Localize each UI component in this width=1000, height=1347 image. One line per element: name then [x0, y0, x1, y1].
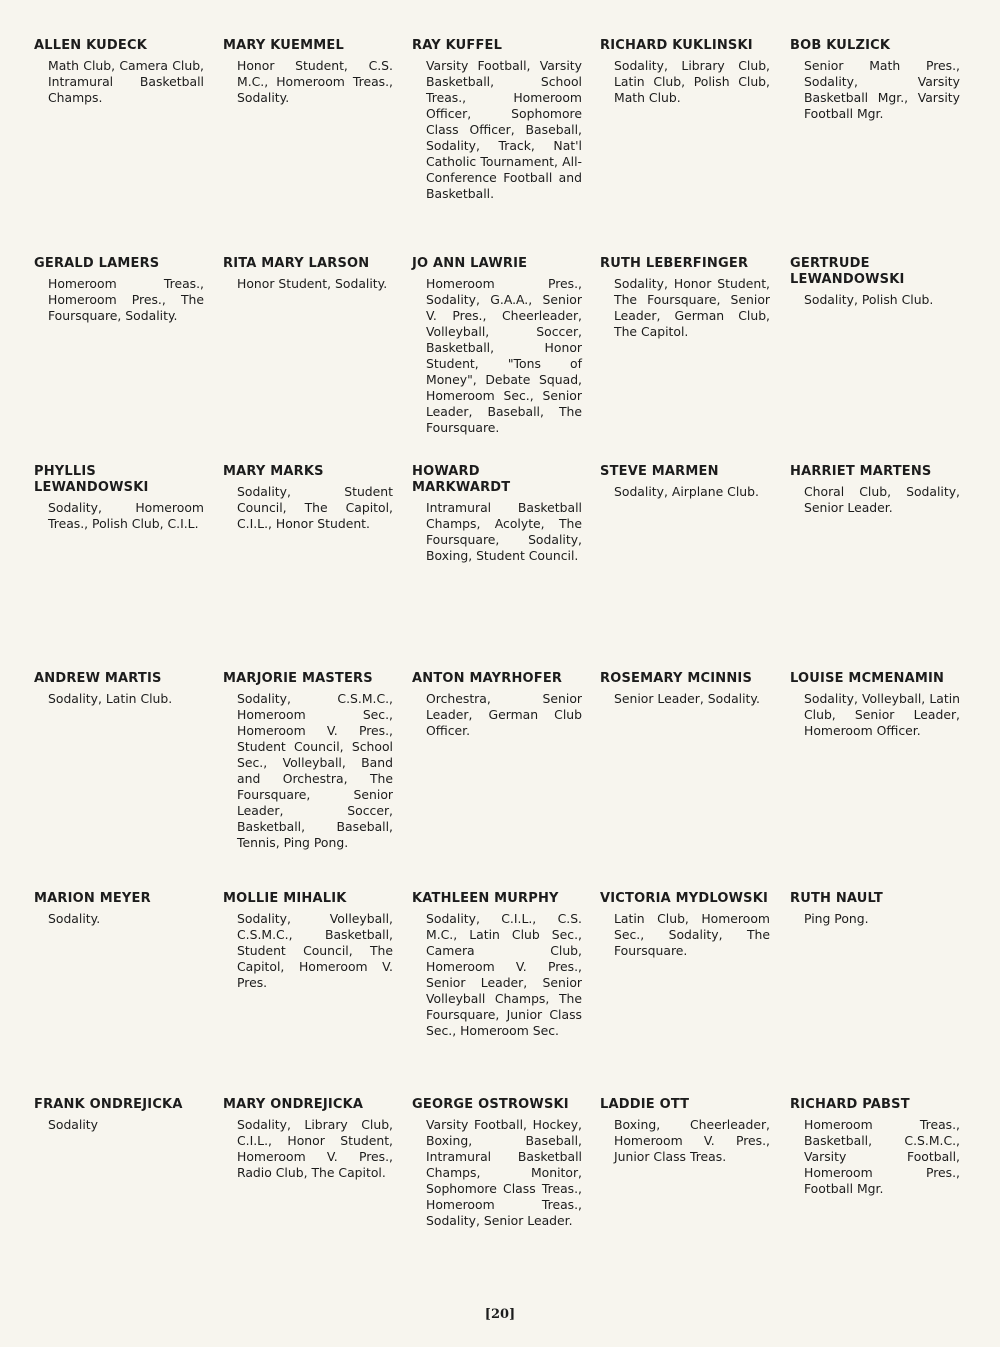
page-number: [20]	[484, 1307, 516, 1322]
senior-activities: Senior Leader, Sodality.	[614, 691, 760, 706]
senior-name: KATHLEEN MURPHY	[412, 891, 559, 906]
senior-activities: Sodality, Airplane Club.	[614, 484, 759, 499]
senior-activities: Sodality, C.I.L., C.S. M.C., Latin Club Sec., Camera Club, Homeroom V. Pres., Senior Leader, Senior Volleyball Champs, The Foursquare, Junior Class Sec., Homeroom Sec.	[426, 911, 582, 1038]
senior-name: LOUISE MCMENAMIN	[790, 671, 945, 686]
senior-name: HARRIET MARTENS	[790, 464, 932, 479]
senior-entry	[34, 1097, 204, 1133]
senior-name: ROSEMARY MCINNIS	[600, 671, 753, 686]
senior-name: MARY MARKS	[223, 464, 324, 479]
senior-entry	[223, 464, 393, 532]
senior-name: VICTORIA MYDLOWSKI	[600, 891, 769, 906]
senior-activities: Honor Student, Sodality.	[237, 276, 388, 291]
senior-name: GEORGE OSTROWSKI	[412, 1097, 569, 1112]
senior-entry	[790, 464, 960, 516]
senior-entry	[223, 1097, 393, 1181]
senior-name: LADDIE OTT	[600, 1097, 690, 1112]
senior-entry	[34, 256, 204, 324]
senior-name: FRANK ONDREJICKA	[34, 1097, 183, 1112]
senior-name: ALLEN KUDECK	[34, 38, 148, 53]
senior-name: MARY ONDREJICKA	[223, 1097, 364, 1112]
senior-name: PHYLLIS LEWANDOWSKI	[34, 464, 149, 495]
senior-name: MARION MEYER	[34, 891, 151, 906]
senior-name: JO ANN LAWRIE	[412, 256, 528, 271]
senior-entry	[223, 891, 393, 991]
senior-entry	[34, 464, 204, 532]
senior-entry	[600, 38, 770, 106]
senior-activities: Sodality, Student Council, The Capitol, C.I.L., Honor Student.	[237, 484, 393, 531]
senior-activities: Senior Math Pres., Sodality, Varsity Basketball Mgr., Varsity Football Mgr.	[804, 58, 960, 121]
senior-activities: Intramural Basketball Champs, Acolyte, The Foursquare, Sodality, Boxing, Student Council.	[426, 500, 582, 563]
senior-name: GERTRUDE LEWANDOWSKI	[790, 256, 905, 287]
senior-entry	[223, 38, 393, 106]
senior-entry	[790, 1097, 960, 1197]
senior-entry	[600, 671, 770, 707]
senior-activities: Orchestra, Senior Leader, German Club Officer.	[426, 691, 582, 738]
senior-activities: Sodality, Honor Student, The Foursquare, Senior Leader, German Club, The Capitol.	[614, 276, 770, 339]
senior-activities: Sodality, Library Club, C.I.L., Honor Student, Homeroom V. Pres., Radio Club, The Capitol.	[237, 1117, 393, 1180]
senior-name: HOWARD MARKWARDT	[412, 464, 511, 495]
senior-name: MARY KUEMMEL	[223, 38, 344, 53]
senior-activities: Sodality.	[48, 911, 101, 926]
senior-activities: Homeroom Treas., Homeroom Pres., The Foursquare, Sodality.	[48, 276, 204, 323]
senior-entry	[412, 464, 582, 564]
senior-name: MOLLIE MIHALIK	[223, 891, 347, 906]
senior-activities: Choral Club, Sodality, Senior Leader.	[804, 484, 960, 515]
senior-entry	[34, 671, 204, 707]
senior-entry	[790, 891, 960, 927]
senior-activities: Sodality, Library Club, Latin Club, Polish Club, Math Club.	[614, 58, 770, 105]
senior-activities: Ping Pong.	[804, 911, 869, 926]
senior-activities: Boxing, Cheerleader, Homeroom V. Pres., Junior Class Treas.	[614, 1117, 770, 1164]
senior-activities: Latin Club, Homeroom Sec., Sodality, The Foursquare.	[614, 911, 770, 958]
senior-entry	[600, 464, 770, 500]
senior-name: RUTH LEBERFINGER	[600, 256, 749, 271]
senior-entry	[790, 256, 960, 308]
senior-name: RICHARD PABST	[790, 1097, 910, 1112]
senior-name: MARJORIE MASTERS	[223, 671, 373, 686]
senior-name: RAY KUFFEL	[412, 38, 503, 53]
senior-activities: Sodality, Volleyball, C.S.M.C., Basketball, Student Council, The Capitol, Homeroom V. Pres.	[237, 911, 393, 990]
senior-name: GERALD LAMERS	[34, 256, 160, 271]
senior-activities: Math Club, Camera Club, Intramural Basketball Champs.	[48, 58, 204, 105]
senior-name: ANDREW MARTIS	[34, 671, 162, 686]
senior-entry	[412, 671, 582, 739]
senior-activities: Honor Student, C.S. M.C., Homeroom Treas., Sodality.	[237, 58, 393, 105]
senior-activities: Sodality	[48, 1117, 98, 1132]
senior-entry	[600, 1097, 770, 1165]
senior-activities: Varsity Football, Varsity Basketball, School Treas., Homeroom Officer, Sophomore Class Officer, Baseball, Sodality, Track, Nat'l Catholic Tournament, All-Conference Football and Basketball.	[426, 58, 582, 201]
senior-entry	[790, 38, 960, 122]
senior-entry	[34, 891, 204, 927]
senior-activities: Homeroom Pres., Sodality, G.A.A., Senior V. Pres., Cheerleader, Volleyball, Soccer, Basketball, Honor Student, "Tons of Money", Debate Squad, Homeroom Sec., Senior Leader, Baseball, The Foursquare.	[426, 276, 582, 435]
senior-entry	[223, 256, 393, 292]
senior-entry	[412, 1097, 582, 1229]
senior-entry	[600, 256, 770, 340]
senior-entry	[790, 671, 960, 739]
senior-activities: Varsity Football, Hockey, Boxing, Baseball, Intramural Basketball Champs, Monitor, Sophomore Class Treas., Homeroom Treas., Sodality, Senior Leader.	[426, 1117, 582, 1228]
senior-activities: Sodality, C.S.M.C., Homeroom Sec., Homeroom V. Pres., Student Council, School Sec., Volleyball, Band and Orchestra, The Foursquare, Senior Leader, Soccer, Basketball, Baseball, Tennis, Ping Pong.	[237, 691, 393, 850]
senior-activities: Sodality, Volleyball, Latin Club, Senior Leader, Homeroom Officer.	[804, 691, 960, 738]
senior-entry	[412, 891, 582, 1039]
senior-name: RITA MARY LARSON	[223, 256, 370, 271]
senior-activities: Homeroom Treas., Basketball, C.S.M.C., Varsity Football, Homeroom Pres., Football Mgr.	[804, 1117, 960, 1196]
senior-activities: Sodality, Polish Club.	[804, 292, 934, 307]
senior-name: RUTH NAULT	[790, 891, 883, 906]
senior-entry	[34, 38, 204, 106]
senior-entry	[412, 38, 582, 202]
senior-entry	[412, 256, 582, 436]
senior-activities: Sodality, Homeroom Treas., Polish Club, C.I.L.	[48, 500, 204, 531]
senior-entry	[223, 671, 393, 851]
senior-activities: Sodality, Latin Club.	[48, 691, 173, 706]
senior-name: BOB KULZICK	[790, 38, 891, 53]
senior-name: STEVE MARMEN	[600, 464, 719, 479]
senior-entry	[600, 891, 770, 959]
senior-name: ANTON MAYRHOFER	[412, 671, 563, 686]
senior-name: RICHARD KUKLINSKI	[600, 38, 753, 53]
